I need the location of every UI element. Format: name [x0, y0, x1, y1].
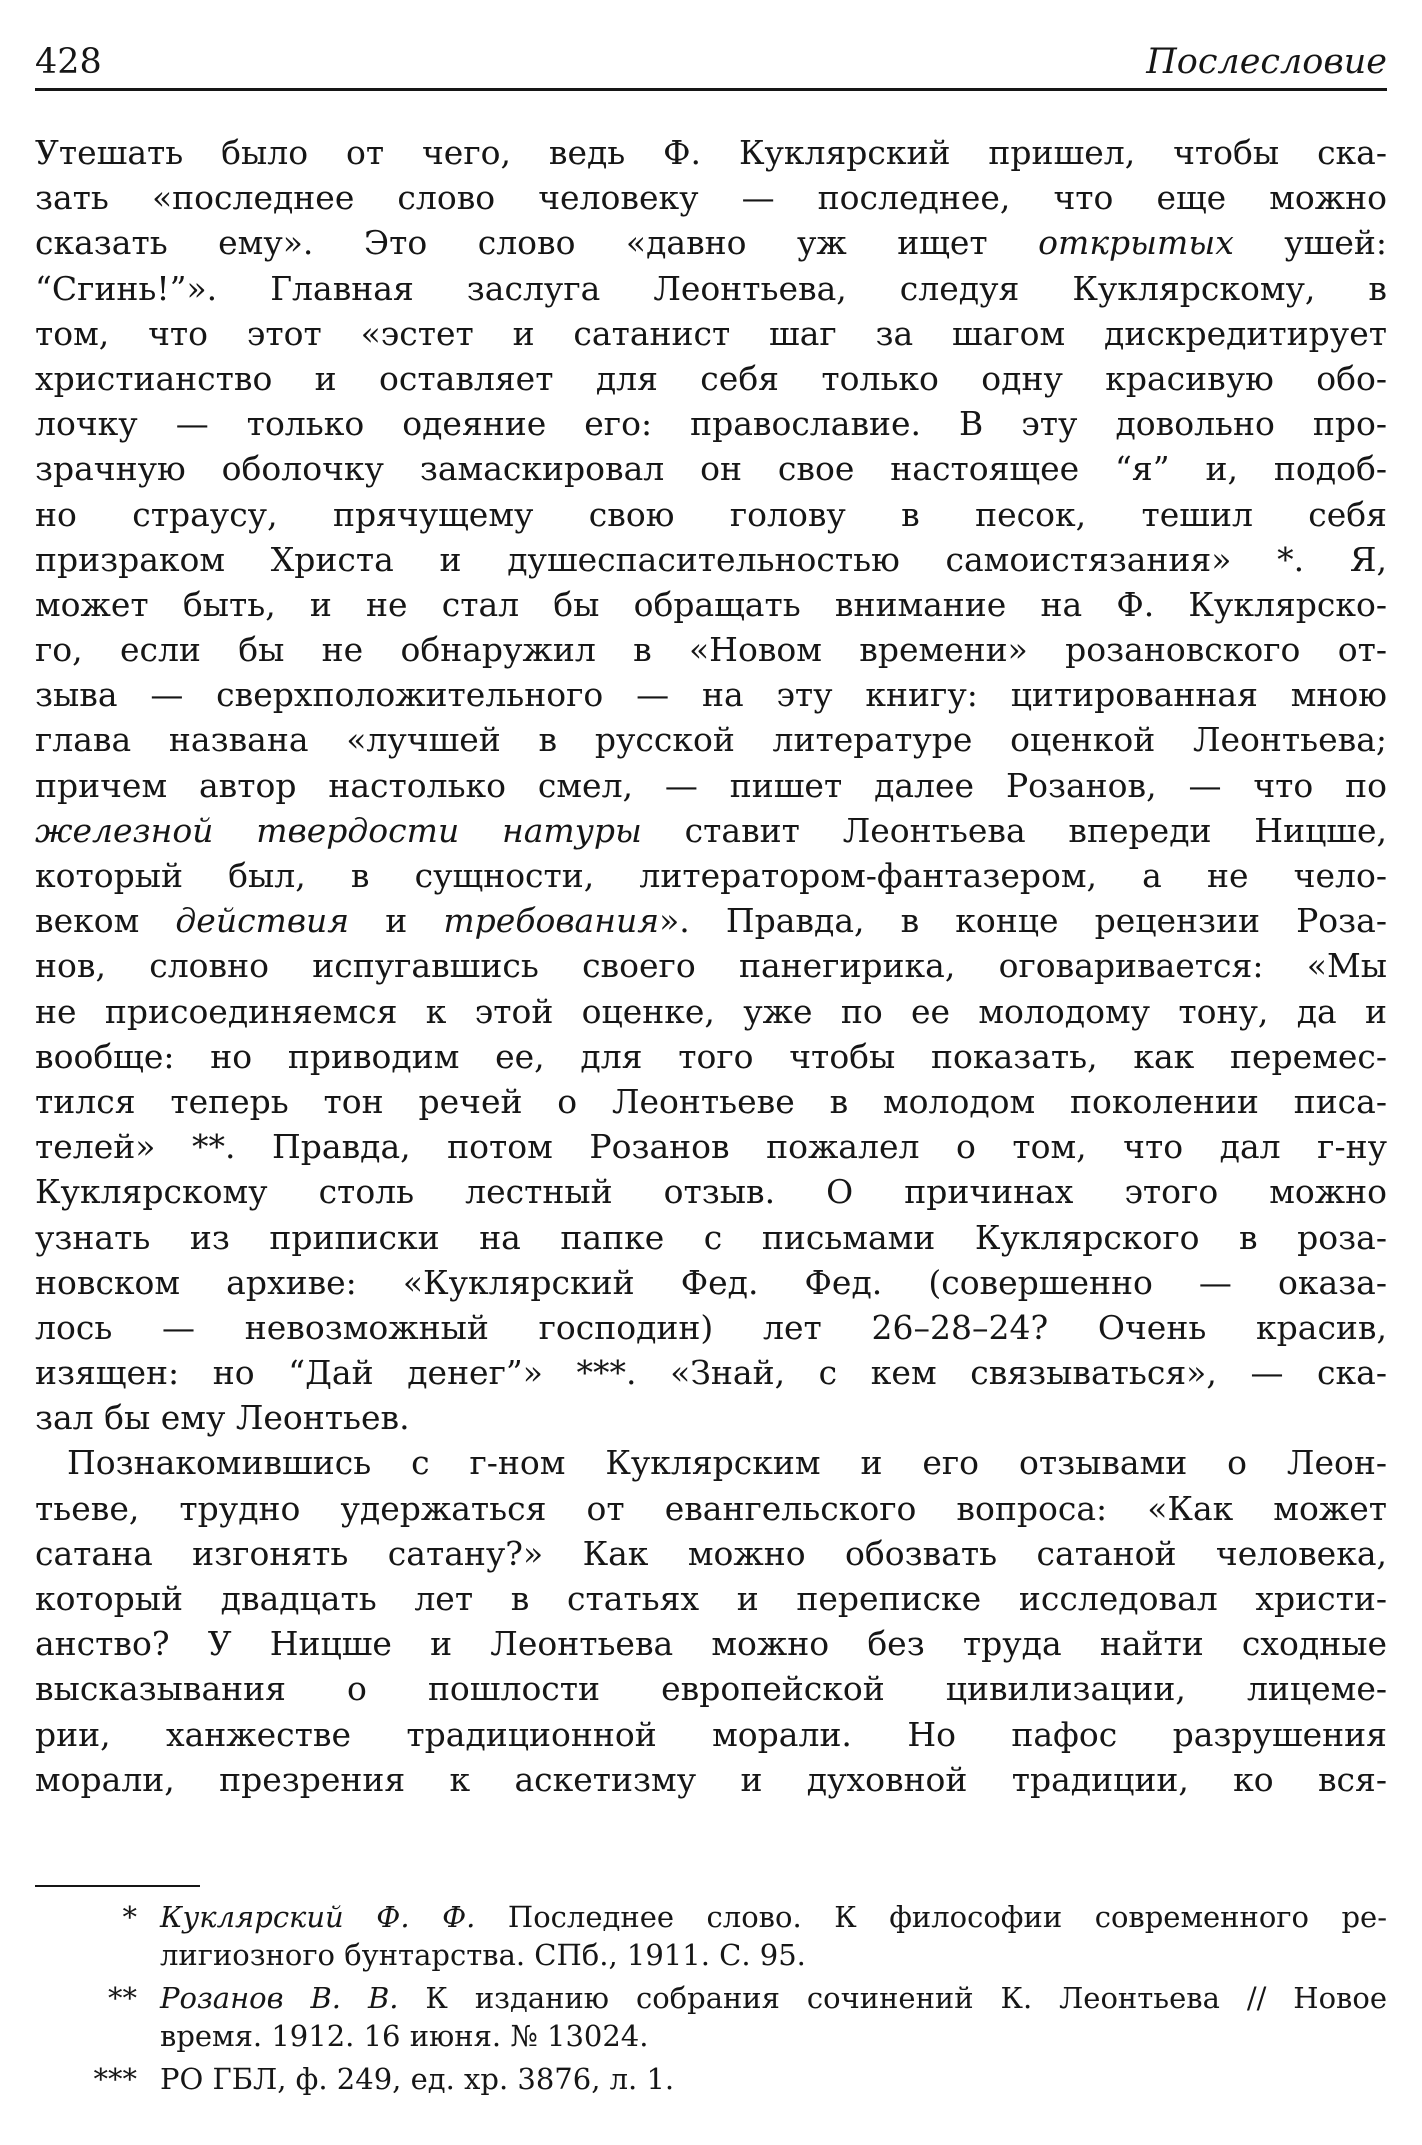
text-line: зал бы ему Леонтьев. [35, 1398, 410, 1438]
footnote-mark: * [122, 1900, 137, 1934]
text-line: не присоединяемся к этой оценке, уже по ее молодому тону, да и [35, 991, 1387, 1031]
page-header [35, 38, 1387, 91]
text-line: го, если бы не обнаружил в «Новом времени» розановского от- [35, 630, 1387, 670]
text-run: ушей: [1233, 223, 1388, 263]
text-line: который был, в сущности, литератором-фантазером, а не чело- [35, 856, 1387, 895]
text-line: телей» **. Правда, потом Розанов пожалел о том, что дал г-ну [35, 1127, 1387, 1167]
text-line: вообще: но приводим ее, для того чтобы показать, как перемес- [35, 1036, 1387, 1076]
text-line: изящен: но “Дай денег”» ***. «Знай, с кем связываться», — ска- [35, 1353, 1387, 1393]
text-run: и [349, 901, 444, 941]
text-run: сказать ему». Это слово «давно уж ищет [35, 223, 1039, 263]
text-line: зрачную оболочку замаскировал он свое настоящее “я” и, подоб- [35, 449, 1387, 489]
text-line [35, 220, 1387, 265]
text-line: анство? У Ницше и Леонтьева можно без труда найти сходные [35, 1624, 1387, 1664]
footnote [35, 1898, 1387, 1974]
text-line: тился теперь тон речей о Леонтьеве в молодом поколении писа- [35, 1081, 1387, 1121]
text-line: “Сгинь!”». Главная заслуга Леонтьева, следуя Куклярскому, в [35, 268, 1387, 308]
text-line: причем автор настолько смел, — пишет далее Розанов, — что по [35, 765, 1387, 805]
text-line: который двадцать лет в статьях и переписке исследовал христи- [35, 1579, 1387, 1618]
footnote-text: К изданию собрания сочинений К. Леонтьева // Новое [398, 1981, 1388, 2015]
text-line: но страусу, прячущему свою голову в песок, тешил себя [35, 494, 1387, 534]
footnote-text: Последнее слово. К философии современного ре- [475, 1900, 1388, 1934]
text-line: зать «последнее слово человеку — последнее, что еще можно [35, 178, 1387, 218]
text-line: глава названа «лучшей в русской литературе оценкой Леонтьева; [35, 720, 1387, 760]
page-number: 428 [35, 42, 102, 82]
footnote-mark: *** [93, 2062, 137, 2096]
footnote-body [160, 1898, 1387, 1974]
text-line: призраком Христа и душеспасительностью самоистязания» *. Я, [35, 539, 1387, 579]
text-line: высказывания о пошлости европейской цивилизации, лицеме- [35, 1669, 1387, 1709]
footnote-line [160, 1979, 1387, 2017]
text-line: морали, презрения к аскетизму и духовной традиции, ко вся- [35, 1759, 1387, 1799]
footnotes [35, 1898, 1387, 2098]
text-line: узнать из приписки на папке с письмами Куклярского в роза- [35, 1217, 1387, 1257]
text-line: сатана изгонять сатану?» Как можно обозвать сатаной человека, [35, 1533, 1387, 1573]
italic-emphasis: действия [175, 901, 350, 941]
footnote-line: время. 1912. 16 июня. № 13024. [160, 2019, 649, 2053]
text-run: ». Правда, в конце рецензии Роза- [659, 901, 1387, 941]
running-title: Послесловие [1146, 42, 1387, 82]
text-run: веком [35, 901, 176, 941]
text-line: Познакомившись с г-ном Куклярским и его отзывами о Леон- [67, 1443, 1387, 1483]
text-line: может быть, и не стал бы обращать внимание на Ф. Куклярско- [35, 584, 1387, 624]
italic-emphasis: открытых [1038, 223, 1234, 263]
footnote-divider [35, 1885, 200, 1887]
text-run: ставит Леонтьева впереди Ницше, [641, 810, 1387, 850]
text-line: тьеве, трудно удержаться от евангельского вопроса: «Как может [35, 1488, 1387, 1528]
text-line: Утешать было от чего, ведь Ф. Куклярский пришел, чтобы ска- [35, 133, 1387, 172]
footnote [35, 2060, 1387, 2098]
text-line: новском архиве: «Куклярский Фед. Фед. (совершенно — оказа- [35, 1262, 1387, 1302]
text-line: христианство и оставляет для себя только одну красивую обо- [35, 358, 1387, 398]
text-line: нов, словно испугавшись своего панегирика, оговаривается: «Мы [35, 946, 1387, 986]
text-line [35, 898, 1387, 943]
footnote-body [160, 1979, 1387, 2055]
text-line: лочку — только одеяние его: православие. В эту довольно про- [35, 404, 1387, 444]
footnote-line: лигиозного бунтарства. СПб., 1911. С. 95. [160, 1938, 806, 1972]
footnote-body [160, 2060, 1387, 2098]
footnote-author: Розанов В. В. [160, 1981, 399, 2015]
footnote-author: Куклярский Ф. Ф. [160, 1900, 476, 1934]
footnote [35, 1979, 1387, 2055]
text-line [35, 808, 1387, 853]
footnote-mark: ** [108, 1981, 137, 2015]
italic-emphasis: требования [443, 901, 660, 941]
text-line: рии, ханжестве традиционной морали. Но пафос разрушения [35, 1714, 1387, 1754]
main-text [35, 130, 1387, 1802]
text-line: Куклярскому столь лестный отзыв. О причинах этого можно [35, 1172, 1387, 1212]
text-line: лось — невозможный господин) лет 26–28–24? Очень красив, [35, 1307, 1387, 1347]
footnote-line [160, 1898, 1387, 1936]
text-line: том, что этот «эстет и сатанист шаг за шагом дискредитирует [35, 313, 1387, 353]
italic-emphasis: железной твердости натуры [35, 810, 642, 850]
text-line: зыва — сверхположительного — на эту книгу: цитированная мною [35, 675, 1387, 715]
footnote-line: РО ГБЛ, ф. 249, ед. хр. 3876, л. 1. [160, 2062, 675, 2096]
